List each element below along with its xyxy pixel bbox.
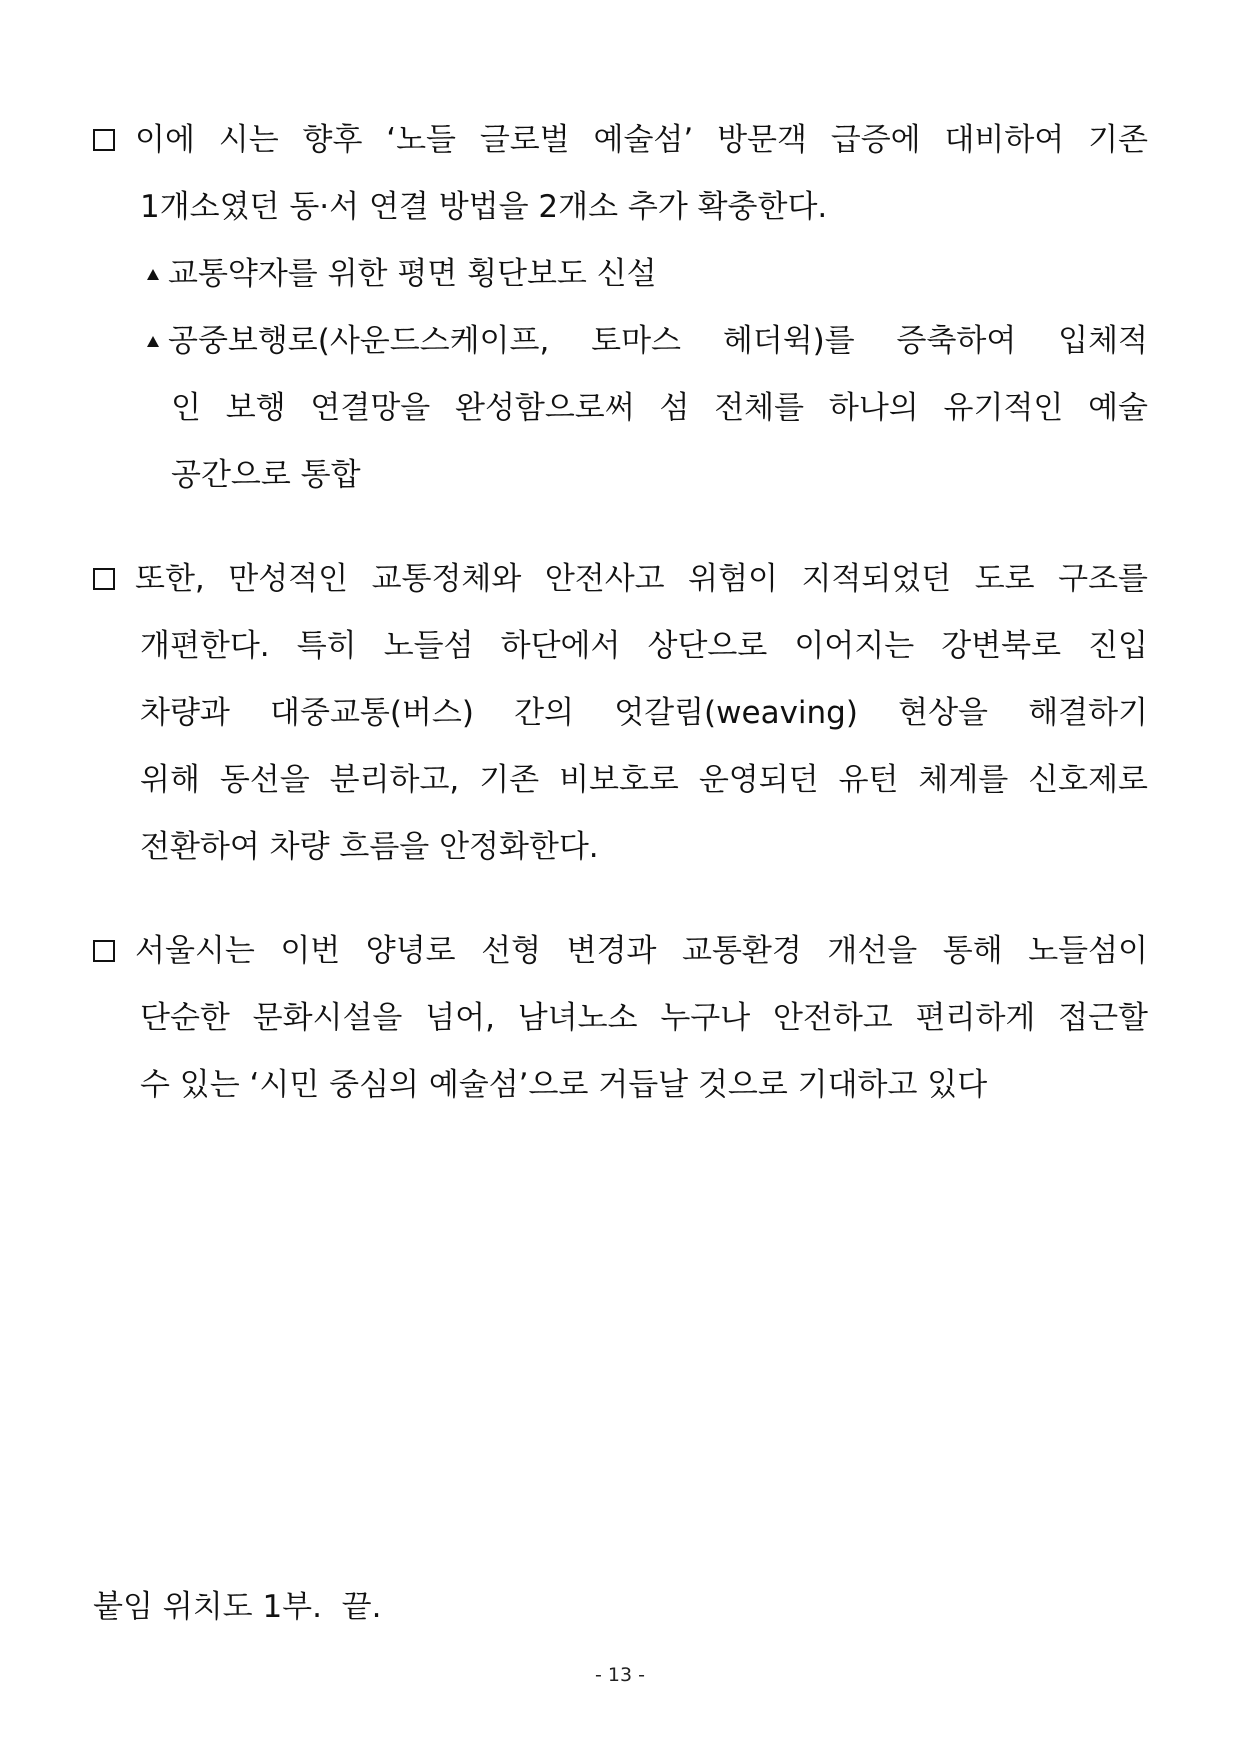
paragraph-2 [93,546,1148,881]
bullet-item-1 [147,241,1148,308]
paragraph-2-line-3: 차량과 대중교통(버스) 간의 엇갈림(weaving) 현상을 해결하기 [140,695,1148,731]
paragraph-1-line-2: 1개소였던 동·서 연결 방법을 2개소 추가 확충한다. [140,189,828,225]
paragraph-2-line-4: 위해 동선을 분리하고, 기존 비보호로 운영되던 유턴 체계를 신호제로 [140,762,1148,798]
paragraph-1 [93,107,1148,241]
triangle-bullet-icon [147,269,159,280]
paragraph-2-line-5: 전환하여 차량 흐름을 안정화한다. [140,829,599,865]
bullet-2-line-3: 공간으로 통합 [171,457,361,493]
paragraph-2-line-2: 개편한다. 특히 노들섬 하단에서 상단으로 이어지는 강변북로 진입 [140,628,1148,664]
bullet-2-line-2: 인 보행 연결망을 완성함으로써 섬 전체를 하나의 유기적인 예술 [171,390,1148,426]
paragraph-3-line-2: 단순한 문화시설을 넘어, 남녀노소 누구나 안전하고 편리하게 접근할 [140,1000,1148,1036]
paragraph-line [93,107,1148,174]
paragraph-3-line-3: 수 있는 ‘시민 중심의 예술섬’으로 거듭날 것으로 기대하고 있다 [140,1067,988,1103]
checkbox-square-icon [93,940,115,962]
checkbox-square-icon [93,568,115,590]
page-number: - 13 - [595,1664,645,1686]
triangle-bullet-icon [147,336,159,347]
paragraph-3 [93,918,1148,1119]
bullet-1-line-1: 교통약자를 위한 평면 횡단보도 신설 [168,256,657,292]
checkbox-square-icon [93,129,115,151]
paragraph-1-line-1: 이에 시는 향후 ‘노들 글로벌 예술섬’ 방문객 급증에 대비하여 기존 [135,122,1148,158]
paragraph-2-line-1: 또한, 만성적인 교통정체와 안전사고 위험이 지적되었던 도로 구조를 [135,561,1148,597]
paragraph-3-line-1: 서울시는 이번 양녕로 선형 변경과 교통환경 개선을 통해 노들섬이 [135,933,1148,969]
attachment-note: 붙임 위치도 1부. 끝. [93,1589,382,1625]
bullet-item-2 [147,308,1148,509]
bullet-2-line-1: 공중보행로(사운드스케이프, 토마스 헤더윅)를 증축하여 입체적 [168,323,1148,359]
